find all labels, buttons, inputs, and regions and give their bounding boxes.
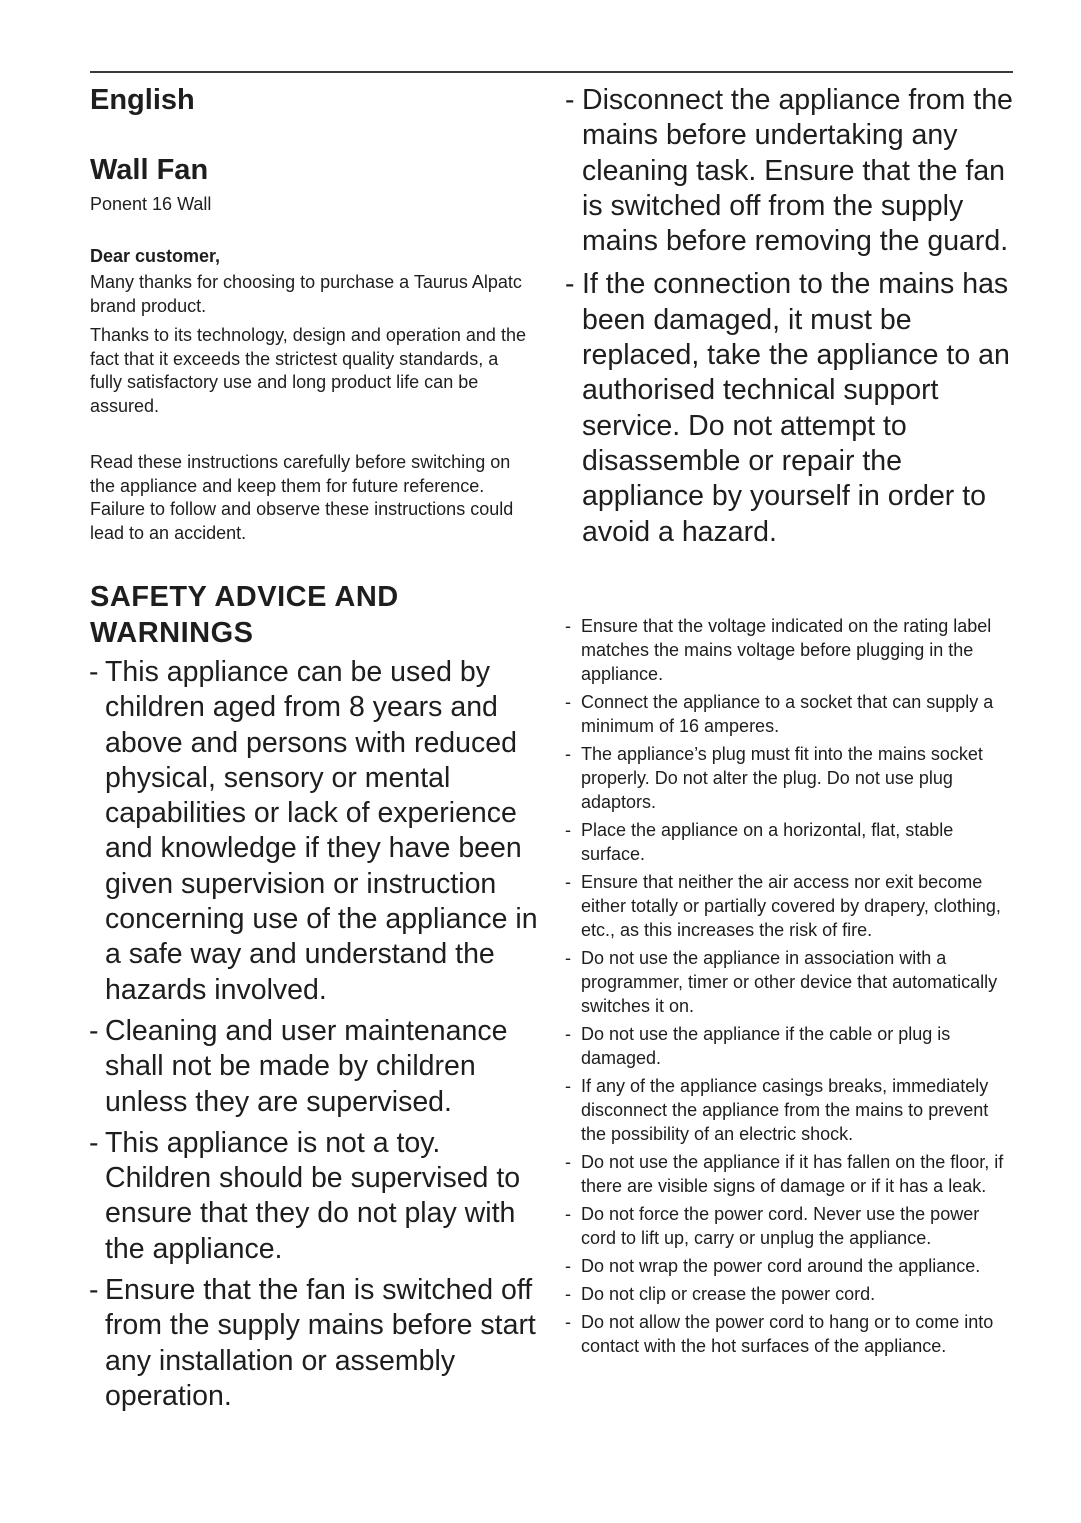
list-item: - If the connection to the mains has been damaged, it must be replaced, take the appliance to an authorised technical support service. Do not attempt to disassemble or repair the appliance by yourself in order to avoid a hazard. bbox=[565, 267, 1025, 549]
intro-paragraph-3: Read these instructions carefully before switching on the appliance and keep them for future reference. Failure to follow and observe these instructions could lead to an accident. bbox=[90, 452, 514, 543]
language-heading: English bbox=[90, 84, 195, 116]
list-item: - Ensure that the voltage indicated on the rating label matches the mains voltage before plugging in the appliance. bbox=[565, 614, 1015, 686]
list-item: - This appliance can be used by children aged from 8 years and above and persons with reduced physical, sensory or mental capabilities or lack of experience and knowledge if they have been given supervision or instruction concerning use of the appliance in a safe way and understand the hazards involved. bbox=[90, 655, 550, 1008]
list-item: - Connect the appliance to a socket that can supply a minimum of 16 amperes. bbox=[565, 690, 1015, 738]
list-item: - Disconnect the appliance from the mains before undertaking any cleaning task. Ensure that the fan is switched off from the supply mains before removing the guard. bbox=[565, 83, 1025, 259]
intro-paragraph-1: Many thanks for choosing to purchase a Taurus Alpatc brand product. bbox=[90, 272, 522, 316]
product-title: Wall Fan bbox=[90, 154, 209, 186]
top-rule bbox=[90, 71, 1013, 73]
list-item: - Do not use the appliance if the cable or plug is damaged. bbox=[565, 1022, 1015, 1070]
list-item: - If any of the appliance casings breaks, immediately disconnect the appliance from the mains to prevent the possibility of an electric shock. bbox=[565, 1074, 1015, 1146]
greeting: Dear customer, bbox=[90, 246, 221, 266]
list-item: - Cleaning and user maintenance shall not be made by children unless they are supervised. bbox=[90, 1014, 550, 1120]
list-item: - Do not wrap the power cord around the appliance. bbox=[565, 1254, 1015, 1278]
safety-heading: SAFETY ADVICE AND WARNINGS bbox=[90, 581, 399, 649]
list-item: - Do not force the power cord. Never use the power cord to lift up, carry or unplug the appliance. bbox=[565, 1202, 1015, 1250]
list-item: - Do not clip or crease the power cord. bbox=[565, 1282, 1015, 1306]
list-item: - Do not use the appliance in association with a programmer, timer or other device that automatically switches it on. bbox=[565, 946, 1015, 1018]
model-name: Ponent 16 Wall bbox=[90, 194, 212, 214]
list-item: - Place the appliance on a horizontal, flat, stable surface. bbox=[565, 818, 1015, 866]
list-item: - Do not use the appliance if it has fallen on the floor, if there are visible signs of damage or if it has a leak. bbox=[565, 1150, 1015, 1198]
list-item: - Ensure that the fan is switched off from the supply mains before start any installation or assembly operation. bbox=[90, 1273, 550, 1414]
safety-list-small bbox=[565, 614, 1015, 1362]
list-item: - Ensure that neither the air access nor exit become either totally or partially covered by drapery, clothing, etc., as this increases the risk of fire. bbox=[565, 870, 1015, 942]
safety-list-large-continued bbox=[565, 83, 1025, 558]
list-item: - Do not allow the power cord to hang or to come into contact with the hot surfaces of the appliance. bbox=[565, 1310, 1015, 1358]
list-item: - This appliance is not a toy. Children should be supervised to ensure that they do not play with the appliance. bbox=[90, 1126, 550, 1267]
list-item: - The appliance’s plug must fit into the mains socket properly. Do not alter the plug. Do not use plug adaptors. bbox=[565, 742, 1015, 814]
intro-paragraph-2: Thanks to its technology, design and operation and the fact that it exceeds the strictest quality standards, a fully satisfactory use and long product life can be assured. bbox=[90, 325, 526, 416]
safety-list-large bbox=[90, 655, 550, 1420]
